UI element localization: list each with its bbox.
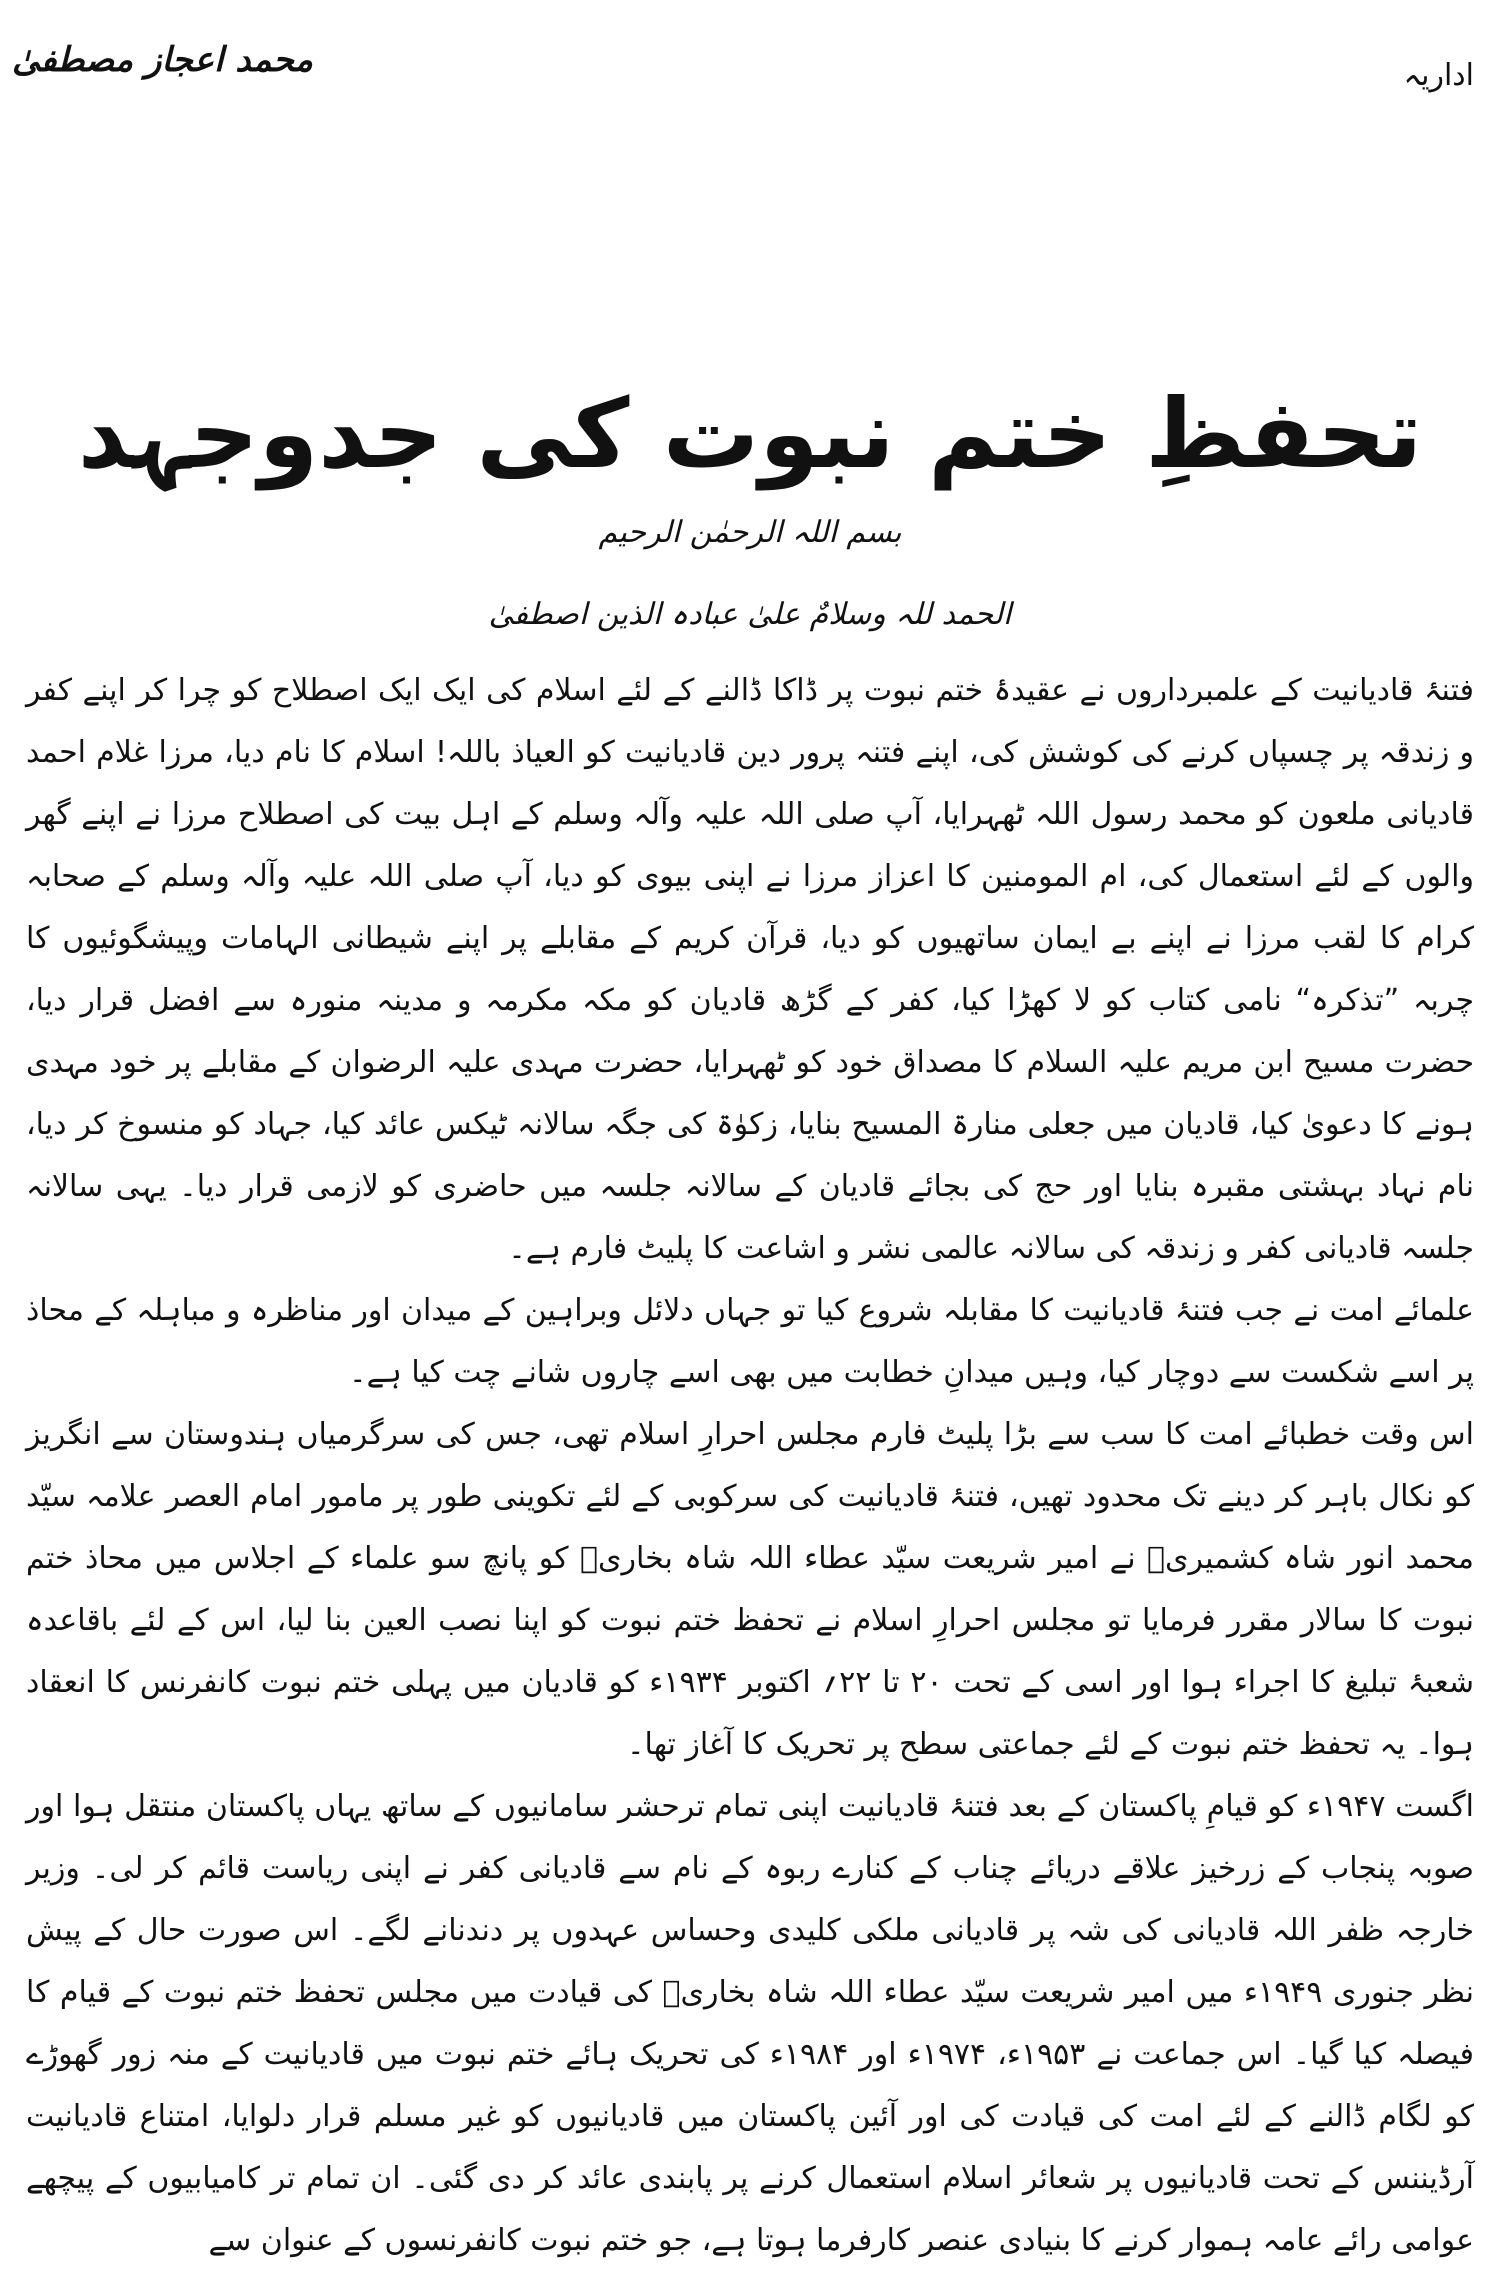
article-title: تحفظِ ختم نبوت کی جدوجہد xyxy=(77,378,1423,491)
section-label: اداریہ xyxy=(1403,58,1474,93)
hamd-line: الحمد للہ وسلامٌ علیٰ عبادہ الذین اصطفیٰ xyxy=(488,597,1012,632)
paragraph: اس وقت خطبائے امت کا سب سے بڑا پلیٹ فارم مجلس احرارِ اسلام تھی، جس کی سرگرمیاں ہندوستان سے انگریز کو نکال باہر کر دینے تک محدود تھیں، فتنۂ قادیانیت کی سرکوبی کے لئے تکوینی طور پر مامور امام العصر علامہ سیّد محمد انور شاہ کشمیریؒ نے امیر شریعت سیّد عطاء اللہ شاہ بخاریؒ کو پانچ سو علماء کے اجلاس میں محاذ ختم نبوت کا سالار مقرر فرمایا تو مجلس احرارِ اسلام نے تحفظ ختم نبوت کو اپنا نصب العین بنا لیا، اس کے لئے باقاعدہ شعبۂ تبلیغ کا اجراء ہوا اور اسی کے تحت ۲۰ تا ۲۲؍ اکتوبر ۱۹۳۴ء کو قادیان میں پہلی ختم نبوت کانفرنس کا انعقاد ہوا۔ یہ تحفظ ختم نبوت کے لئے جماعتی سطح پر تحریک کا آغاز تھا۔ xyxy=(26,1417,1474,1762)
paragraph: اگست ۱۹۴۷ء کو قیامِ پاکستان کے بعد فتنۂ قادیانیت اپنی تمام ترحشر سامانیوں کے ساتھ یہاں پاکستان منتقل ہوا اور صوبہ پنجاب کے زرخیز علاقے دریائے چناب کے کنارے ربوہ کے نام سے قادیانی کفر نے اپنی ریاست قائم کر لی۔ وزیر خارجہ ظفر اللہ قادیانی کی شہ پر قادیانی ملکی کلیدی وحساس عہدوں پر دندنانے لگے۔ اس صورت حال کے پیش نظر جنوری ۱۹۴۹ء میں امیر شریعت سیّد عطاء اللہ شاہ بخاریؒ کی قیادت میں مجلس تحفظ ختم نبوت کے قیام کا فیصلہ کیا گیا۔ اس جماعت نے ۱۹۵۳ء، ۱۹۷۴ء اور ۱۹۸۴ء کی تحریک ہائے ختم نبوت میں قادیانیت کے منہ زور گھوڑے کو لگام ڈالنے کے لئے امت کی قیادت کی اور آئین پاکستان میں قادیانیوں کو غیر مسلم قرار دلوایا، امتناع قادیانیت آرڈیننس کے تحت قادیانیوں پر شعائر اسلام استعمال کرنے پر پابندی عائد کر دی گئی۔ ان تمام تر کامیابیوں کے پیچھے عوامی رائے عامہ ہموار کرنے کا بنیادی عنصر کارفرما ہوتا ہے، جو ختم نبوت کانفرنسوں کے عنوان سے xyxy=(26,1789,1474,2258)
bismillah-line: بسم اللہ الرحمٰن الرحیم xyxy=(598,515,902,550)
paragraph: فتنۂ قادیانیت کے علمبرداروں نے عقیدۂ ختم نبوت پر ڈاکا ڈالنے کے لئے اسلام کی ایک ایک اصطلاح کو چرا کر اپنے کفر و زندقہ پر چسپاں کرنے کی کوشش کی، اپنے فتنہ پرور دین قادیانیت کو العیاذ باللہ! اسلام کا نام دیا، مرزا غلام احمد قادیانی ملعون کو محمد رسول اللہ ٹھہرایا، آپ صلی اللہ علیہ وآلہ وسلم کے اہل بیت کی اصطلاح مرزا نے اپنے گھر والوں کے لئے استعمال کی، ام المومنین کا اعزاز مرزا نے اپنی بیوی کو دیا، آپ صلی اللہ علیہ وآلہ وسلم کے صحابہ کرام کا لقب مرزا نے اپنے بے ایمان ساتھیوں کو دیا، قرآن کریم کے مقابلے پر اپنے شیطانی الہامات وپیشگوئیوں کا چربہ ”تذکرہ“ نامی کتاب کو لا کھڑا کیا، کفر کے گڑھ قادیان کو مکہ مکرمہ و مدینہ منورہ سے افضل قرار دیا، حضرت مسیح ابن مریم علیہ السلام کا مصداق خود کو ٹھہرایا، حضرت مہدی علیہ الرضوان کے مقابلے پر خود مہدی ہونے کا دعویٰ کیا، قادیان میں جعلی منارۃ المسیح بنایا، زکوٰۃ کی جگہ سالانہ ٹیکس عائد کیا، جہاد کو منسوخ کر دیا، نام نہاد بہشتی مقبرہ بنایا اور حج کی بجائے قادیان کے سالانہ جلسہ میں حاضری کو لازمی قرار دیا۔ یہی سالانہ جلسہ قادیانی کفر و زندقہ کی سالانہ عالمی نشر و اشاعت کا پلیٹ فارم ہے۔ xyxy=(26,673,1474,1266)
author-name: محمد اعجاز مصطفیٰ xyxy=(12,40,313,80)
article-body xyxy=(26,660,1474,2272)
paragraph: علمائے امت نے جب فتنۂ قادیانیت کا مقابلہ شروع کیا تو جہاں دلائل وبراہین کے میدان اور مناظرہ و مباہلہ کے محاذ پر اسے شکست سے دوچار کیا، وہیں میدانِ خطابت میں بھی اسے چاروں شانے چت کیا ہے۔ xyxy=(26,1293,1474,1390)
